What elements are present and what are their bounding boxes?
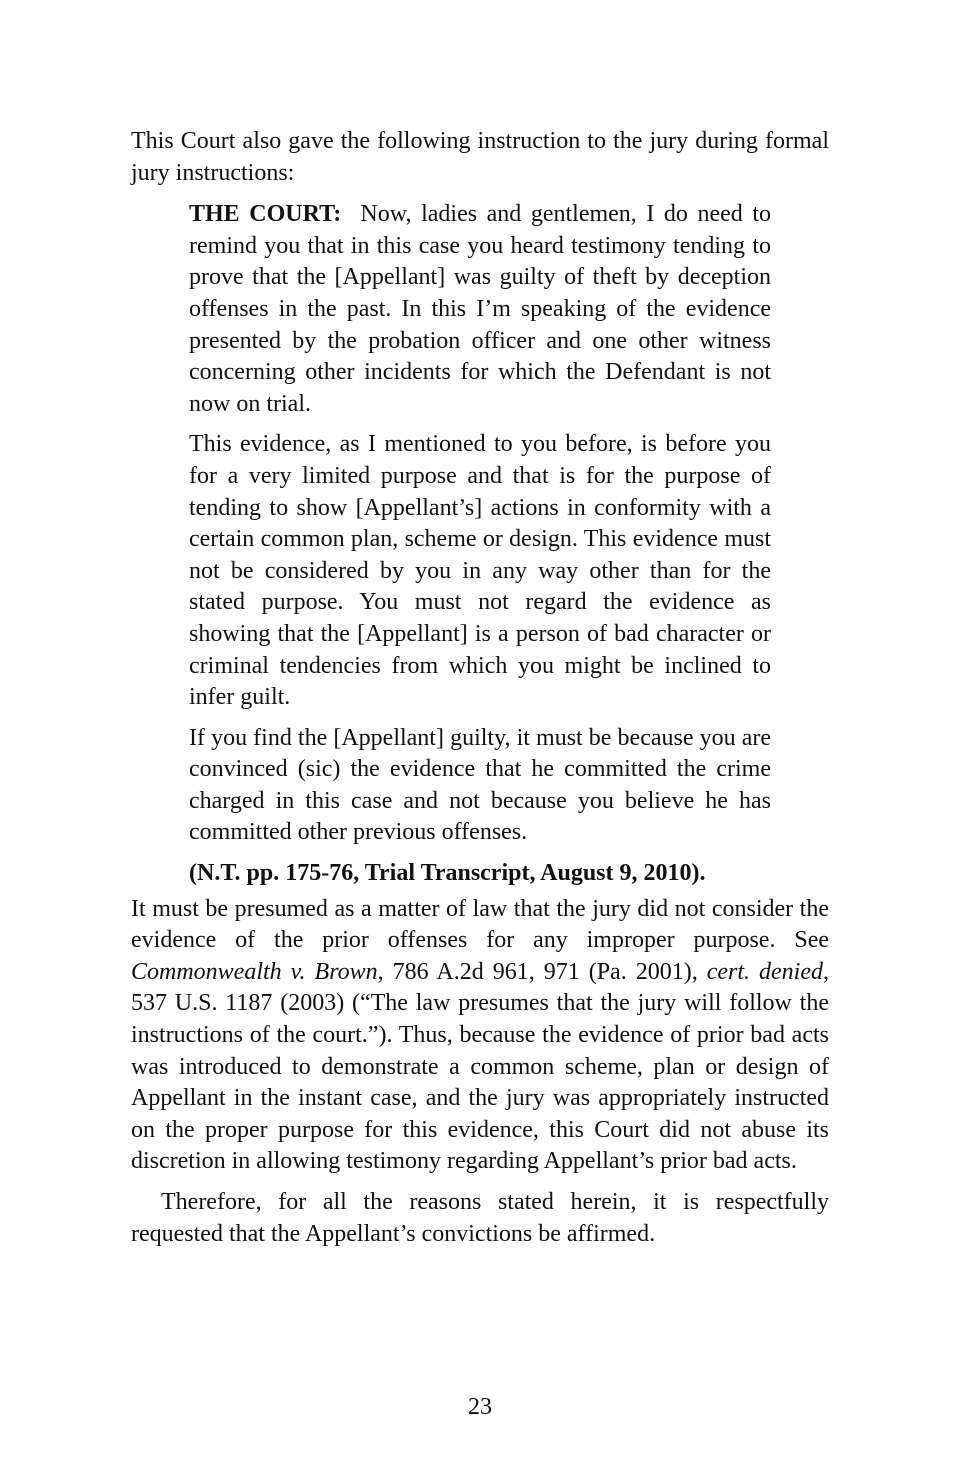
speaker-label: THE COURT: (189, 201, 342, 228)
body-text-1: It must be presumed as a matter of law that the jury did not consider the evidence of the prior offenses for any improper purpose. See (131, 895, 829, 954)
closing-paragraph: Therefore, for all the reasons stated herein, it is respectfully requested that the Appellant’s convictions be affirmed. (131, 1189, 829, 1247)
intro-paragraph: This Court also gave the following instruction to the jury during formal jury instructions: (131, 128, 829, 186)
page-content (131, 126, 829, 1250)
quote-paragraph-3: If you find the [Appellant] guilty, it must be because you are convinced (sic) the evidence that he committed the crime charged in this case and not because you believe he has committed other previous offenses. (189, 724, 771, 846)
block-quote (189, 199, 771, 849)
transcript-citation: (N.T. pp. 175-76, Trial Transcript, August 9, 2010). (189, 860, 706, 887)
body-paragraph (131, 894, 829, 1178)
quote-paragraph-1-text: Now, ladies and gentlemen, I do need to remind you that in this case you heard testimony tending to prove that the [Appellant] was guilty of theft by deception offenses in the past. In this I’m speaking of the evidence presented by the probation officer and one other witness concerning other incidents for which the Defendant is not now on trial. (189, 201, 772, 417)
cert-denied: cert. denied (706, 958, 823, 985)
page-number: 23 (468, 1394, 492, 1420)
quote-paragraph-1 (189, 199, 771, 420)
body-text-2: , 786 A.2d 961, 971 (Pa. 2001), (377, 958, 707, 985)
quote-paragraph-2: This evidence, as I mentioned to you before, is before you for a very limited purpose and that is for the purpose of tending to show [Appellant’s] actions in conformity with a certain common plan, scheme or design. This evidence must not be considered by you in any way other than for the stated purpose. You must not regard the evidence as showing that the [Appellant] is a person of bad character or criminal tendencies from which you might be inclined to infer guilt. (189, 431, 771, 711)
body-text-3: , 537 U.S. 1187 (2003) (“The law presumes that the jury will follow the instructions of the court.”). Thus, because the evidence of prior bad acts was introduced to demonstrate a common scheme, plan or design of Appellant in the instant case, and the jury was appropriately instructed on the proper purpose for this evidence, this Court did not abuse its discretion in allowing testimony regarding Appellant’s prior bad acts. (131, 958, 829, 1175)
case-name: Commonwealth v. Brown (131, 958, 378, 985)
